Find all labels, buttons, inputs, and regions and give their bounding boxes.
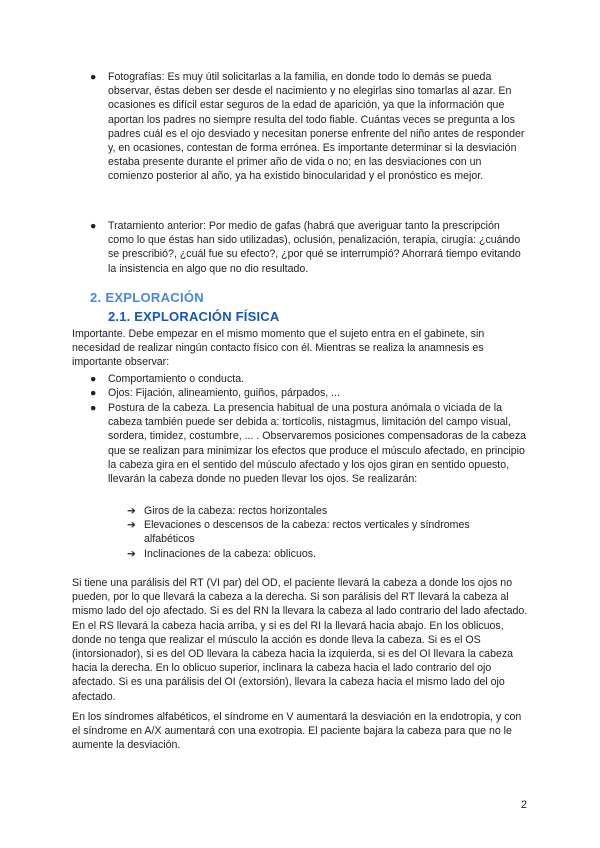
sub-item-head-elevation: Elevaciones o descensos de la cabeza: rectos verticales y síndromes alfabéticos [144,519,470,546]
bullet-marker: ● [90,387,97,399]
sub-item-head-tilts: Inclinaciones de la cabeza: oblicuos. [144,548,316,560]
paragraph-paralysis: Si tiene una parálisis del RT (VI par) del OD, el paciente llevará la cabeza a donde los ojos no pueden, por lo que llevará la cabeza a la derecha. Si son parálisis del RT llevará la cabeza al mismo lado del ojo afectado. Si es del RN la llevara la cabeza al lado contrario del lado afectado. En el RS llevará la cabeza hacia arriba, y si es del RI la llevará hacia abajo. En los oblicuos, donde no tenga que realizar el músculo la acción es donde lleva la cabeza. Si es el OS (intorsionador), si es del OD llevara la cabeza hacia la izquierda, si es del OI llevara la cabeza hacia la derecha. En lo oblicuo superior, inclinara la cabeza hacia el lado contrario del ojo afectado. Si es una parálisis del OI (extorsión), llevara la cabeza hacia el mismo lado del ojo afectado. [72,577,528,703]
bullet-photographs: Fotografías: Es muy útil solicitarlas a la familia, en donde todo lo demás se pueda observar, éstas deben ser desde el nacimiento y no elegirlas sino tomarlas al azar. En ocasiones es difícil estar seguros de la edad de aparición, ya que la información que aportan los padres no siempre resulta del todo fiable. Cuántas veces se pregunta a los padres cuál es el ojo desviado y necesitan ponerse enfrente del niño antes de responder y, en ocasiones, contestan de forma errónea. Es importante determinar si la desviación estaba presente durante el primer año de vida o no; en las desviaciones con un comienzo posterior al año, ya ha existido binocularidad y el pronóstico es mejor. [108,71,525,183]
observe-item-eyes: Ojos: Fijación, alineamiento, guiños, párpados, ... [108,387,341,399]
observe-item-behaviour: Comportamiento o conducta. [108,373,245,385]
arrow-right-icon: ➔ [127,505,136,517]
bullet-previous-treatment: Tratamiento anterior: Por medio de gafas (habrá que averiguar tanto la prescripción como lo que éstas han sido utilizadas), oclusión, penalización, terapia, cirugía: ¿cuándo se prescribió?, ¿cuál fue su efecto?, ¿por qué se interrumpió? Ahorrará tiempo evitando la insistencia en algo que no dio resultado. [108,220,521,275]
arrow-right-icon: ➔ [127,548,136,560]
sub-item-head-turns: Giros de la cabeza: rectos horizontales [144,505,328,517]
intro-paragraph: Importante. Debe empezar en el mismo momento que el sujeto entra en el gabinete, sin necesidad de realizar ningún contacto físico con él. Mientras se realiza la anamnesis es importante observar: [72,328,485,369]
bullet-marker: ● [90,71,97,83]
subsection-title: 2.1. EXPLORACIÓN FÍSICA [108,309,280,324]
section-title: 2. EXPLORACIÓN [90,290,204,305]
page-number: 2 [520,799,527,811]
bullet-marker: ● [90,373,97,385]
bullet-marker: ● [90,220,97,232]
arrow-right-icon: ➔ [127,519,136,531]
bullet-marker: ● [90,402,97,414]
observe-item-head-posture: Postura de la cabeza. La presencia habitual de una postura anómala o viciada de la cabeza también puede ser debida a: tortícolis, nistagmus, limitación del campo visual, sordera, timidez, costumbre, ... . Observaremos posiciones compensadoras de la cabeza que se realizan para minimizar los efectos que produce el músculo afectado, en principio la cabeza gira en el sentido del músculo afectado y los ojos giran en sentido opuesto, llevarán la cabeza donde no pueden llevar los ojos. Se realizarán: [108,402,527,486]
paragraph-alphabetic-syndromes: En los síndromes alfabéticos, el síndrome en V aumentará la desviación en la endotropia, y con el síndrome en A/X aumentará con una exotropia. El paciente bajara la cabeza para que no le aumente la desviación. [72,711,522,752]
